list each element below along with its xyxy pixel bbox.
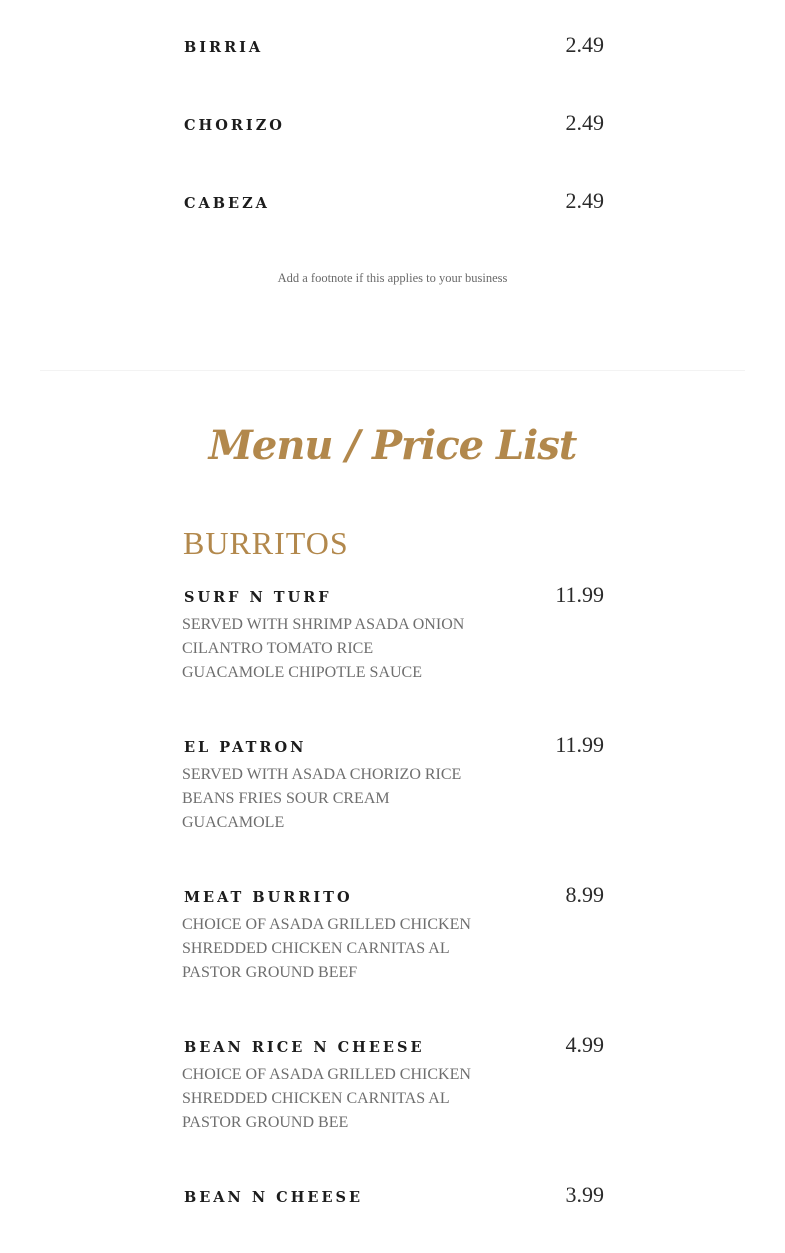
section-divider xyxy=(40,370,745,371)
item-price: 8.99 xyxy=(565,882,604,907)
item-description: SERVED WITH SHRIMP ASADA ONION CILANTRO TOMATO RICE GUACAMOLE CHIPOTLE SAUCE xyxy=(182,616,465,681)
item-name: BIRRIA xyxy=(184,39,264,56)
item-description: CHOICE OF ASADA GRILLED CHICKEN SHREDDED CHICKEN CARNITAS AL PASTOR GROUND BEEF xyxy=(182,916,471,981)
item-name: CABEZA xyxy=(184,195,270,212)
item-name: CHORIZO xyxy=(184,117,285,134)
menu-title: Menu / Price List xyxy=(208,422,577,469)
item-name: MEAT BURRITO xyxy=(184,889,353,906)
item-name: SURF N TURF xyxy=(184,589,332,606)
item-description: SERVED WITH ASADA CHORIZO RICE BEANS FRIES SOUR CREAM GUACAMOLE xyxy=(182,766,462,831)
item-price: 2.49 xyxy=(565,188,604,213)
section-title: BURRITOS xyxy=(183,525,349,561)
item-name: BEAN RICE N CHEESE xyxy=(184,1039,425,1056)
item-price: 2.49 xyxy=(565,32,604,57)
item-description: CHOICE OF ASADA GRILLED CHICKEN SHREDDED CHICKEN CARNITAS AL PASTOR GROUND BEE xyxy=(182,1066,471,1131)
item-price: 11.99 xyxy=(555,732,604,757)
item-price: 11.99 xyxy=(555,582,604,607)
item-price: 3.99 xyxy=(565,1182,604,1207)
item-name: EL PATRON xyxy=(184,739,307,756)
item-name: BEAN N CHEESE xyxy=(184,1189,364,1206)
item-price: 4.99 xyxy=(565,1032,604,1057)
footnote: Add a footnote if this applies to your business xyxy=(277,271,508,285)
item-price: 2.49 xyxy=(565,110,604,135)
